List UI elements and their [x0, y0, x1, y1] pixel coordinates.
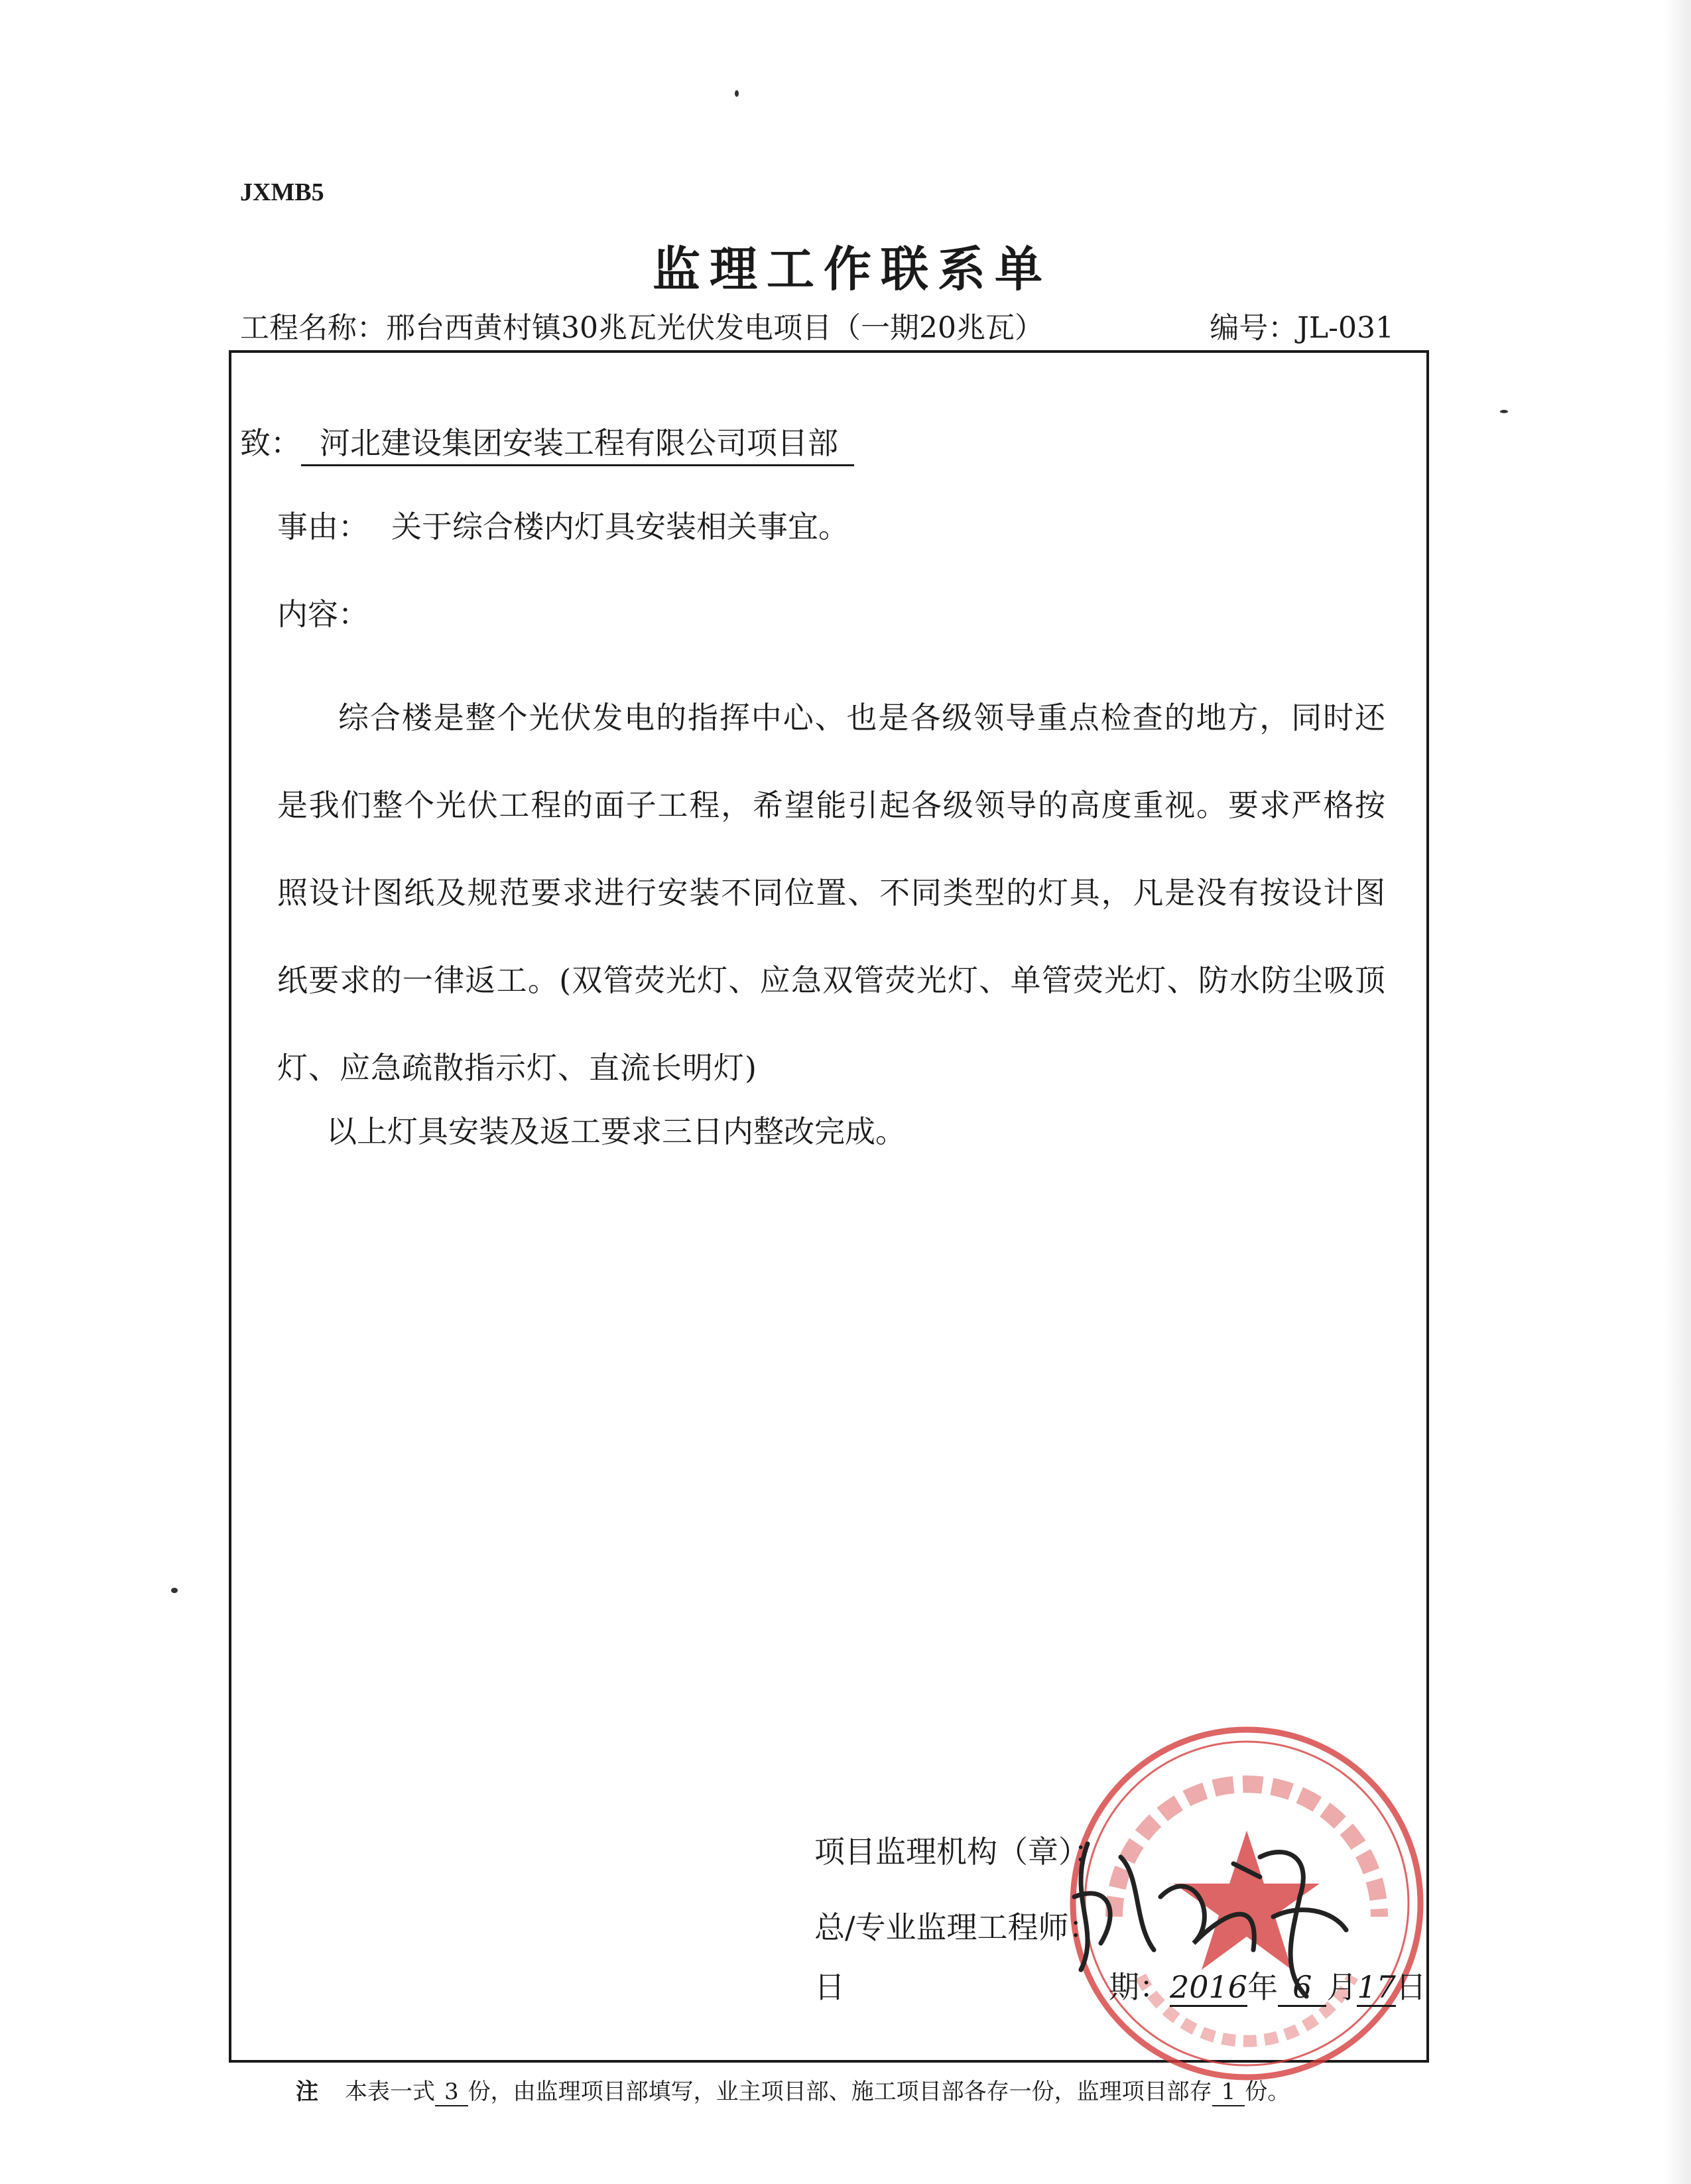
- date-year-unit: 年: [1247, 1969, 1279, 2005]
- date-day-unit: 日: [1395, 1969, 1426, 2005]
- footnote-copies-kept: 1: [1212, 2079, 1245, 2106]
- footnote: [296, 2073, 1290, 2106]
- engineer-line: [814, 1903, 1099, 1947]
- date-year: 2016: [1170, 1969, 1247, 2007]
- document-number-value: JL-031: [1297, 311, 1394, 345]
- footnote-text-3: 份。: [1245, 2079, 1290, 2105]
- recipient-line: [240, 419, 854, 466]
- page-title: 监理工作联系单: [652, 241, 1052, 297]
- subject-value: 关于综合楼内灯具安装相关事宜。: [391, 509, 849, 545]
- handwritten-signature: [1061, 1817, 1353, 2016]
- project-name-label: 工程名称：: [240, 311, 386, 345]
- scan-speck: [171, 1588, 178, 1593]
- subject-line: [277, 503, 849, 546]
- footnote-mark: 注: [296, 2079, 318, 2105]
- footnote-text-2: 份，由监理项目部填写，业主项目部、施工项目部各存一份，监理项目部存: [468, 2079, 1212, 2105]
- engineer-label: 总/专业监理工程师：: [814, 1909, 1099, 1945]
- subject-label: 事由：: [277, 509, 369, 545]
- document-number-field: [1210, 304, 1394, 346]
- date-month: 6: [1278, 1969, 1326, 2007]
- project-header: [240, 304, 1394, 346]
- footnote-text-1: 本表一式: [345, 2079, 435, 2105]
- recipient-value: 河北建设集团安装工程有限公司项目部: [301, 419, 854, 466]
- recipient-label: 致：: [240, 425, 301, 461]
- form-code: JXMB5: [240, 178, 324, 206]
- date-label-line: [814, 1963, 845, 2007]
- content-label: 内容：: [277, 596, 369, 632]
- scan-speck: [1500, 410, 1508, 413]
- closing-line: 以上灯具安装及返工要求三日内整改完成。: [326, 1114, 906, 1149]
- date-label-end: 期：: [1109, 1969, 1170, 2005]
- scan-speck: [735, 90, 739, 97]
- date-month-unit: 月: [1326, 1969, 1357, 2005]
- project-name-field: [240, 304, 1044, 346]
- date-day: 17: [1357, 1969, 1396, 2007]
- scan-edge-shadow: [1664, 0, 1691, 2184]
- project-name-value: 邢台西黄村镇30兆瓦光伏发电项目（一期20兆瓦）: [386, 311, 1044, 345]
- document-number-label: 编号：: [1210, 311, 1298, 345]
- content-body: 综合楼是整个光伏发电的指挥中心、也是各级领导重点检查的地方，同时还是我们整个光伏工程的面子工程，希望能引起各级领导的高度重视。要求严格按照设计图纸及规范要求进行安装不同位置、不同类型的灯具，凡是没有按设计图纸要求的一律返工。(双管荧光灯、应急双管荧光灯、单管荧光灯、防水防尘吸顶灯、应急疏散指示灯、直流长明灯): [277, 700, 1386, 1086]
- date-label-start: 日: [814, 1969, 845, 2005]
- footnote-copies-total: 3: [435, 2079, 468, 2106]
- supervision-org-label: 项目监理机构（章）：: [814, 1834, 1104, 1870]
